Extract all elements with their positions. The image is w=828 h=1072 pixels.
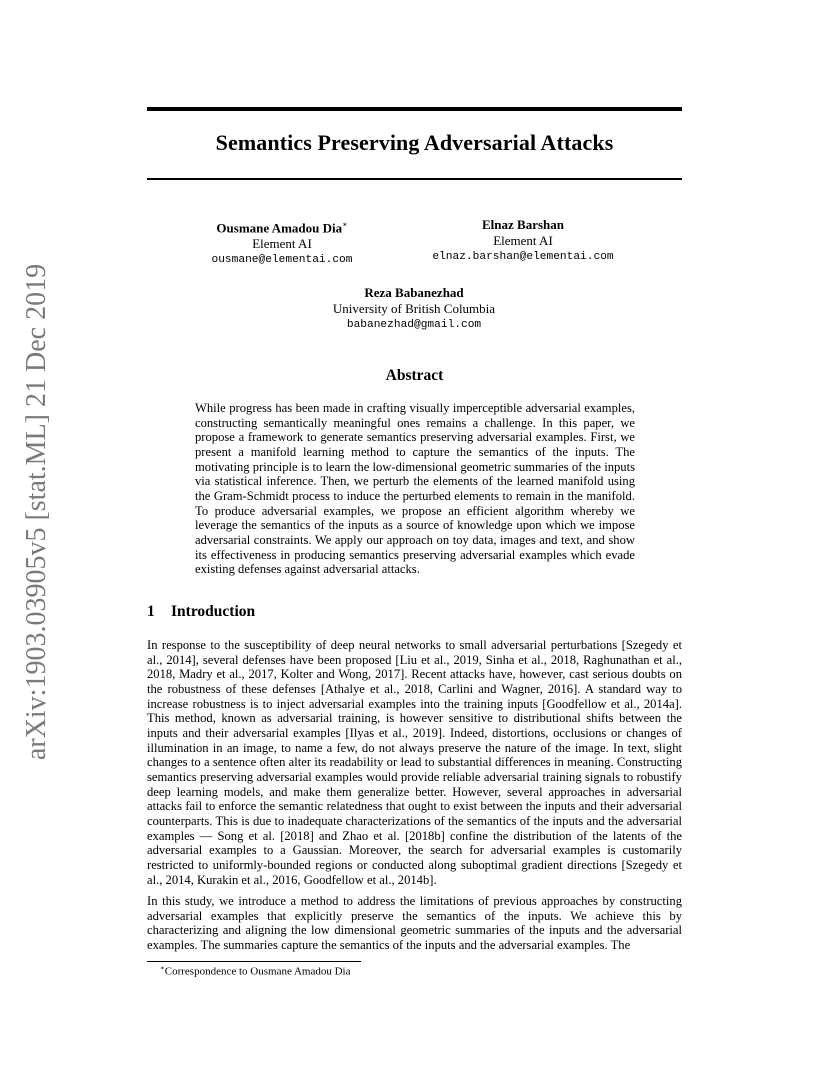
text-line: the inputs and their adversarial counterparts. This is due to inadequate characterizations of the <box>147 799 682 828</box>
text-line: dard way to increase robustness is to inject adversarial examples into the training inputs [Goodfellow <box>147 681 682 711</box>
footnote-rule <box>147 961 361 962</box>
text-line: et al., 2018, Madry et al., 2017, Kolter and Wong, 2017]. Recent attacks have, however, cast serious <box>147 652 683 682</box>
text-line: In text, slight changes to a sentence often alter its readability or lead to substantial differences in <box>147 740 683 770</box>
text-line: examples. The summaries capture the semantics of the inputs and the adversarial examples. The <box>147 938 631 953</box>
text-line: confine the distribution of the latents of the adversarial examples to a Gaussian. Moreover, the search <box>147 828 683 858</box>
paragraph <box>147 638 682 887</box>
text-line: In this study, we introduce a method to address the limitations of previous approaches by constructing <box>147 894 682 909</box>
text-line: training signals to robustify deep learning models, and make them generalize better. However, several <box>147 769 682 799</box>
text-line: we propose a framework to generate semantics preserving adversarial examples. <box>195 415 635 445</box>
text-line: edge upon which we impose adversarial constraints. We apply our approach on toy <box>195 518 635 547</box>
text-line: et al., 2014a]. This method, known as adversarial training, is however sensitive to distributional shifts <box>147 696 682 726</box>
text-line: manifold using the Gram-Schmidt process to induce the perturbed elements to <box>195 474 635 503</box>
author-affiliation: Element AI <box>493 233 553 248</box>
author-block-2 <box>418 217 628 265</box>
text-line: meaning. Constructing semantics preserving adversarial examples would provide reliable adversarial <box>147 755 682 784</box>
text-line: remain in the manifold. To produce adversarial examples, we propose an efficient <box>195 488 635 518</box>
author-name: Elnaz Barshan <box>482 217 564 232</box>
paper-title: Semantics Preserving Adversarial Attacks <box>215 130 614 155</box>
text-line: between the inputs and their adversarial examples [Ilyas et al., 2019]. Indeed, distortions, occlusions <box>147 711 682 740</box>
text-line: First, we present a manifold learning method to capture the semantics of the inputs. <box>195 430 636 459</box>
author-block-1 <box>197 217 367 268</box>
text-line: In response to the susceptibility of deep neural networks to small adversarial perturbations [Szegedy <box>147 638 673 652</box>
arxiv-stamp: arXiv:1903.03905v5 [stat.ML] 21 Dec 2019 <box>21 263 52 761</box>
text-line: for adversarial examples is customarily restricted to uniformly-bounded regions or conducted along <box>147 843 682 872</box>
text-line: or changes of illumination in an image, to name a few, do not always preserve the nature of the image. <box>147 725 683 755</box>
title-bottom-rule <box>147 178 682 180</box>
text-line: The motivating principle is to learn the low-dimensional geometric summaries of <box>195 444 635 474</box>
author-affiliation: Element AI <box>252 236 312 252</box>
author-email[interactable]: elnaz.barshan@elementai.com <box>432 251 614 263</box>
text-line: semantics of the inputs and the adversarial examples — Song et al. [2018] and Zhao et al. [2018b] <box>147 813 682 843</box>
section-number: 1 <box>147 603 155 620</box>
footnote-text: Correspondence to Ousmane Amadou Dia <box>164 965 351 978</box>
text-line: algorithm whereby we leverage the semantics of the inputs as a source of knowl <box>195 503 635 533</box>
text-line: ples, constructing semantically meaningful ones remains a challenge. In this paper, <box>195 401 635 430</box>
author-name: Ousmane Amadou Dia <box>216 220 343 236</box>
text-line: doubts on the robustness of these defenses [Athalye et al., 2018, Carlini and Wagner, 2016]. A stan <box>147 667 682 696</box>
text-line: adversarial examples that explicitly preserve the semantics of the inputs. We achieve this by char <box>147 908 682 938</box>
author-affiliation: University of British Columbia <box>332 301 496 316</box>
author-block-3 <box>314 285 514 333</box>
abstract-text <box>195 401 635 577</box>
text-line: the inputs via statistical inference. Then, we perturb the elements of the learned <box>195 459 635 489</box>
footnote-marker: ∗ <box>160 964 165 972</box>
text-line: et al., 2014], several defenses have been proposed [Liu et al., 2019, Sinha et al., 2018, Raghunathan <box>147 638 682 667</box>
abstract-heading: Abstract <box>385 367 444 384</box>
text-line: approaches in adversarial attacks fail to enforce the semantic relatedness that ought to exist between <box>147 784 682 814</box>
text-line: suboptimal gradient directions [Szegedy et al., 2014, Kurakin et al., 2016, Goodfellow et al., 2014b]. <box>147 857 682 887</box>
author-email[interactable]: babanezhad@gmail.com <box>346 319 482 331</box>
paragraph <box>147 894 682 953</box>
text-line: While progress has been made in crafting visually imperceptible adversarial exam <box>195 401 612 415</box>
text-line: data, images and text, and show its effectiveness in producing semantics preserving <box>195 532 635 562</box>
footnote <box>160 964 351 978</box>
section-title: Introduction <box>171 603 256 620</box>
text-line: adversarial examples which evade existing defenses against adversarial attacks. <box>195 547 635 577</box>
text-line: acterizing and aligning the low dimensional geometric summaries of the inputs and the adversarial <box>168 923 682 938</box>
introduction-body <box>147 638 682 960</box>
author-email[interactable]: ousmane@elementai.com <box>211 254 353 267</box>
author-name: Reza Babanezhad <box>364 285 464 300</box>
footnote-marker: ∗ <box>342 220 348 229</box>
section-heading <box>147 603 255 621</box>
title-top-rule <box>147 107 682 111</box>
